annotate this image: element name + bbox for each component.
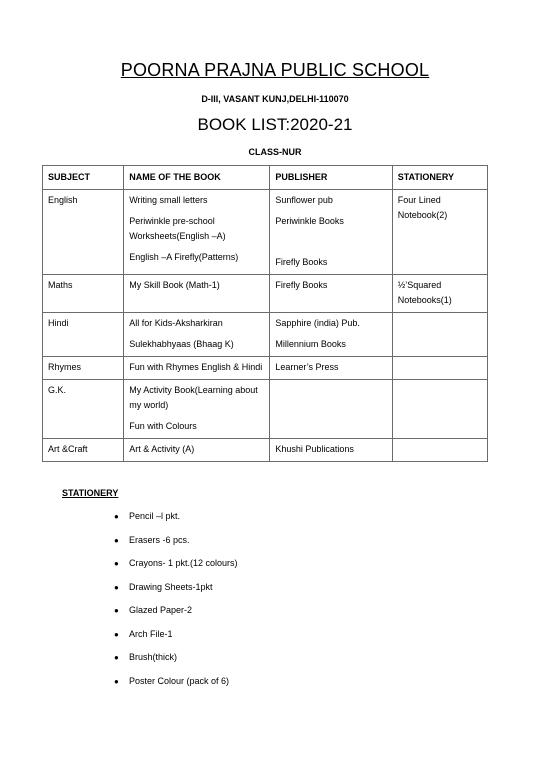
bullet-dot-icon: ●: [114, 629, 119, 639]
list-item: [0, 505, 238, 529]
book-title: Fun with Rhymes English & Hindi: [129, 362, 263, 372]
publisher-name: Periwinkle Books: [275, 216, 344, 226]
publisher-name: Khushi Publications: [275, 444, 354, 454]
stationery-cell: [392, 439, 487, 462]
publisher-cell: [270, 380, 392, 439]
subject-cell: Art &Craft: [43, 439, 124, 462]
stationery-cell: [392, 313, 487, 357]
publisher-name: Sapphire (india) Pub.: [275, 318, 360, 328]
book-list-table: [42, 165, 488, 462]
header-stationery: STATIONERY: [392, 166, 487, 190]
publisher-name: Sunflower pub: [275, 195, 333, 205]
table-row: [43, 380, 488, 439]
publisher-name: Firefly Books: [275, 257, 328, 267]
book-cell: [124, 313, 270, 357]
publisher-name: Learner’s Press: [275, 362, 339, 372]
bullet-dot-icon: ●: [114, 653, 119, 662]
book-title: Periwinkle pre-school Worksheets(English –A): [129, 216, 226, 241]
table-row: [43, 357, 488, 380]
table-header-row: [43, 166, 488, 190]
list-item: [0, 599, 238, 623]
book-title: Fun with Colours: [129, 421, 197, 431]
stationery-heading: STATIONERY: [62, 488, 119, 498]
bullet-dot-icon: ●: [114, 582, 119, 592]
list-item: [0, 646, 238, 670]
table-row: [43, 190, 488, 275]
list-item: [0, 670, 238, 694]
list-item-text: Glazed Paper-2: [129, 605, 193, 615]
list-item-text: Pencil –l pkt.: [129, 511, 181, 521]
list-item: [0, 576, 238, 600]
subject-cell: English: [43, 190, 124, 275]
publisher-cell: [270, 313, 392, 357]
list-item-text: Erasers -6 pcs.: [129, 534, 190, 545]
publisher-cell: [270, 357, 392, 380]
table-row: [43, 439, 488, 462]
table-row: [43, 275, 488, 313]
list-item-text: Brush(thick): [129, 652, 178, 662]
book-cell: [124, 439, 270, 462]
list-item-text: Drawing Sheets-1pkt: [129, 581, 213, 592]
book-title: All for Kids-Aksharkiran: [129, 318, 223, 328]
stationery-cell: Four Lined Notebook(2): [392, 190, 487, 275]
bullet-dot-icon: ●: [114, 606, 119, 615]
bullet-dot-icon: ●: [114, 676, 119, 686]
publisher-cell: [270, 439, 392, 462]
book-title: My Activity Book(Learning about my world): [129, 385, 258, 410]
stationery-list: [0, 505, 238, 693]
header-subject: SUBJECT: [43, 166, 124, 190]
book-cell: [124, 275, 270, 313]
list-item: [0, 529, 238, 553]
book-cell: [124, 190, 270, 275]
school-address: D-III, VASANT KUNJ,DELHI-110070: [201, 94, 349, 104]
book-cell: [124, 357, 270, 380]
stationery-cell: [392, 357, 487, 380]
book-title: Sulekhabhyaas (Bhaag K): [129, 339, 234, 349]
bullet-dot-icon: ●: [114, 559, 119, 568]
header-publisher: PUBLISHER: [270, 166, 392, 190]
book-cell: [124, 380, 270, 439]
school-name: POORNA PRAJNA PUBLIC SCHOOL: [120, 60, 430, 80]
list-item-text: Arch File-1: [129, 628, 173, 639]
bullet-dot-icon: ●: [114, 535, 119, 545]
class-label: CLASS-NUR: [248, 147, 302, 157]
subject-cell: G.K.: [43, 380, 124, 439]
list-item: [0, 552, 238, 576]
bullet-dot-icon: ●: [114, 512, 119, 521]
book-title: Art & Activity (A): [129, 444, 195, 454]
header-book-name: NAME OF THE BOOK: [124, 166, 270, 190]
table-row: [43, 313, 488, 357]
book-title: English –A Firefly(Patterns): [129, 252, 239, 262]
list-item-text: Crayons- 1 pkt.(12 colours): [129, 558, 238, 568]
publisher-name: Firefly Books: [275, 280, 328, 290]
stationery-cell: [392, 380, 487, 439]
book-title: Writing small letters: [129, 195, 208, 205]
book-list-title: BOOK LIST:2020-21: [197, 115, 353, 134]
stationery-cell: ½’Squared Notebooks(1): [392, 275, 487, 313]
list-item-text: Poster Colour (pack of 6): [129, 675, 230, 686]
book-title: My Skill Book (Math-1): [129, 280, 220, 290]
publisher-name: Millennium Books: [275, 339, 346, 349]
subject-cell: Hindi: [43, 313, 124, 357]
publisher-cell: [270, 275, 392, 313]
subject-cell: Rhymes: [43, 357, 124, 380]
publisher-cell: [270, 190, 392, 275]
subject-cell: Maths: [43, 275, 124, 313]
list-item: [0, 623, 238, 647]
